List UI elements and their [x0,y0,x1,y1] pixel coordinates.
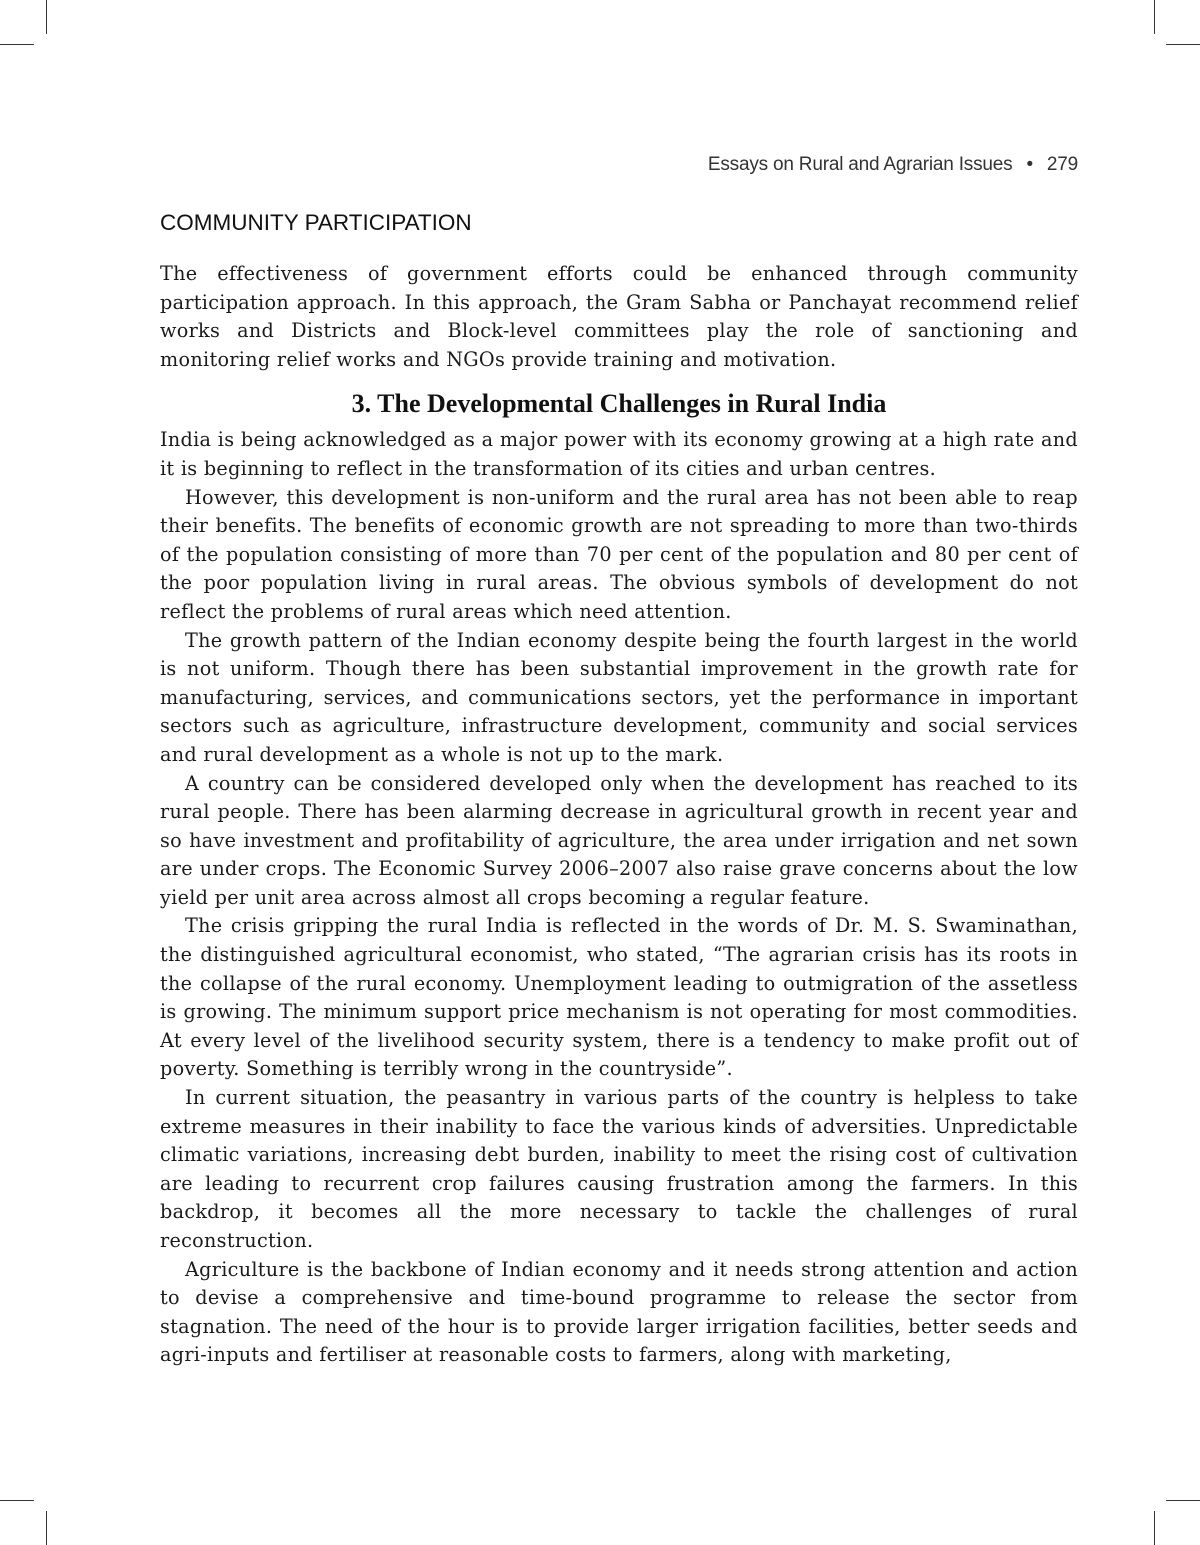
chapter-paragraph: The crisis gripping the rural India is reflected in the words of Dr. M. S. Swaminathan, the distinguished agricultural economist, who stated, “The agrarian crisis has its roots in the collapse of the rural economy. Unemployment leading to outmigration of the assetless is growing. The minimum support price mechanism is not operating for most commodities. At every level of the livelihood security system, there is a tendency to make profit out of poverty. Something is terribly wrong in the countryside”. [160,914,1078,1081]
crop-mark [0,44,34,45]
page-body [160,208,1078,1370]
crop-mark [1166,44,1200,45]
chapter-paragraph: A country can be considered developed only when the development has reached to its rural people. There has been alarming decrease in agricultural growth in recent year and so have investment and profitability of agriculture, the area under irrigation and net sown are under crops. The Economic Survey 2006–2007 also raise grave concerns about the low yield per unit area across almost all crops becoming a regular feature. [160,771,1078,909]
page-number: 279 [1046,154,1078,175]
section-heading: COMMUNITY PARTICIPATION [160,210,472,235]
section-paragraph: The effectiveness of government efforts could be enhanced through community participation approach. In this approach, the Gram Sabha or Panchayat recommend relief works and Districts and Block-level committees play the role of sanctioning and monitoring relief works and NGOs provide training and motivation. [160,262,1078,371]
chapter-paragraph: However, this development is non-uniform and the rural area has not been able to reap their benefits. The benefits of economic growth are not spreading to more than two-thirds of the population consisting of more than 70 per cent of the population and 80 per cent of the poor population living in rural areas. The obvious symbols of development do not reflect the problems of rural areas which need attention. [160,485,1078,623]
chapter-paragraph: Agriculture is the backbone of Indian economy and it needs strong attention and action to devise a comprehensive and time-bound programme to release the sector from stagnation. The need of the hour is to provide larger irrigation facilities, better seeds and agri-inputs and fertiliser at reasonable costs to farmers, along with marketing, [160,1257,1078,1367]
crop-mark [1154,0,1155,34]
chapter-heading: 3. The Developmental Challenges in Rural India [351,389,887,419]
crop-mark [1166,1500,1200,1501]
crop-mark [0,1500,34,1501]
crop-mark [1154,1511,1155,1545]
running-head [708,154,1078,176]
chapter-paragraph: In current situation, the peasantry in various parts of the country is helpless to take extreme measures in their inability to face the various kinds of adversities. Unpredictable climatic variations, increasing debt burden, inability to meet the rising cost of cultivation are leading to recurrent crop failures causing frustration among the farmers. In this backdrop, it becomes all the more necessary to tackle the challenges of rural reconstruction. [160,1086,1078,1252]
crop-mark [46,0,47,34]
chapter-paragraph: The growth pattern of the Indian economy despite being the fourth largest in the world is not uniform. Though there has been substantial improvement in the growth rate for manufacturing, services, and communications sectors, yet the performance in important sectors such as agriculture, infrastructure development, community and social services and rural development as a whole is not up to the mark. [160,628,1078,766]
running-head-title: Essays on Rural and Agrarian Issues [707,154,1013,175]
running-head-separator: • [1026,154,1033,175]
crop-mark [46,1511,47,1545]
chapter-paragraph: India is being acknowledged as a major power with its economy growing at a high rate and it is beginning to reflect in the transformation of its cities and urban centres. [160,428,1078,480]
